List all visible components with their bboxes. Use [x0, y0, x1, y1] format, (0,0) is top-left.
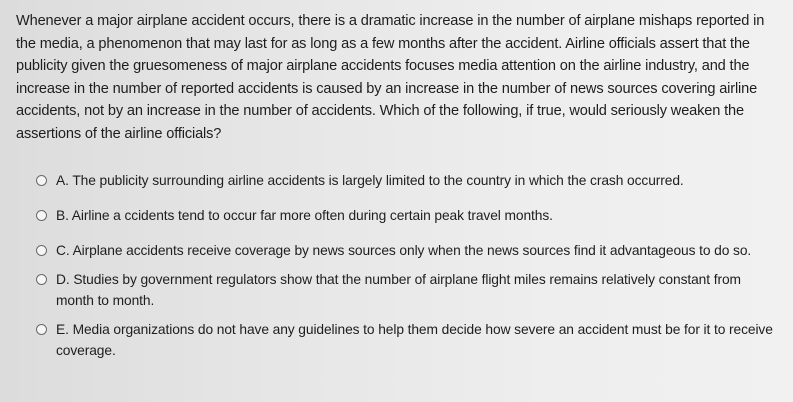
answer-option-label: D. Studies by government regulators show that the number of airplane flight miles remains relatively constant from month to month. — [56, 272, 741, 308]
answer-option-label: E. Media organizations do not have any guidelines to help them decide how severe an accident must be for it to receive coverage. — [56, 322, 773, 358]
question-stem: Whenever a major airplane accident occurs, there is a dramatic increase in the number of airplane mishaps reported in the media, a phenomenon that may last for as long as a few months after the accident. Airline officials assert that the publicity given the gruesomeness of major airplane accidents focuses media attention on the airline industry, and the increase in the number of reported accidents is caused by an increase in the number of news sources covering airline accidents, not by an increase in the number of accidents. Which of the following, if true, would seriously weaken the assertions of the airline officials? — [16, 13, 765, 142]
radio-button-icon[interactable] — [36, 245, 47, 256]
answer-option-a[interactable] — [36, 170, 781, 191]
radio-button-icon[interactable] — [36, 324, 47, 335]
radio-button-icon[interactable] — [36, 274, 47, 285]
answer-option-label: C. Airplane accidents receive coverage by news sources only when the news sources find it advantageous to do so. — [56, 243, 752, 258]
radio-button-icon[interactable] — [36, 175, 47, 186]
answer-options — [36, 170, 781, 361]
answer-option-d[interactable] — [36, 269, 781, 311]
radio-button-icon[interactable] — [36, 210, 47, 221]
answer-option-e[interactable] — [36, 319, 781, 361]
answer-option-label: B. Airline a ccidents tend to occur far more often during certain peak travel months. — [56, 208, 553, 223]
answer-option-c[interactable] — [36, 240, 781, 261]
answer-option-b[interactable] — [36, 205, 781, 226]
answer-option-label: A. The publicity surrounding airline accidents is largely limited to the country in which the crash occurred. — [56, 173, 684, 188]
